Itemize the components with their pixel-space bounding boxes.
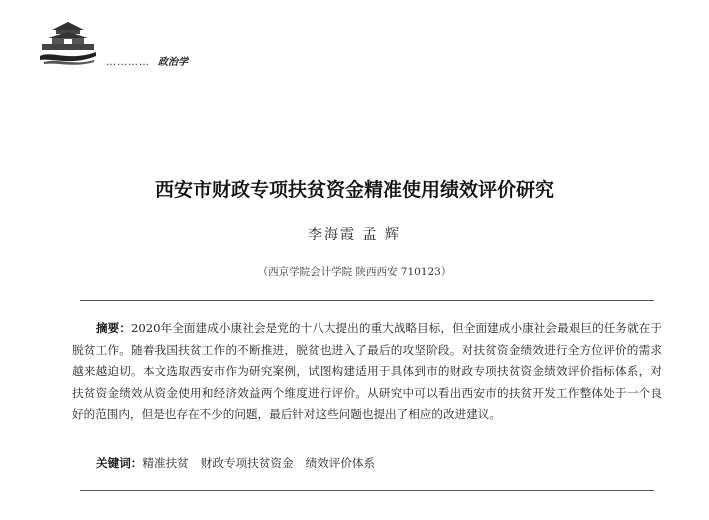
abstract-label: 摘要：: [96, 321, 131, 335]
abstract-text: 2020年全面建成小康社会是党的十八大提出的重大战略目标，但全面建成小康社会最艰巨的任务就在于脱贫工作。随着我国扶贫工作的不断推进，脱贫也进入了最后的攻坚阶段。对扶贫资金绩效进行全方位评价的需求越来越迫切。本文选取西安市作为研究案例，试图构建适用于具体到市的财政专项扶贫资金绩效评价指标体系，对扶贫资金绩效从资金使用和经济效益两个维度进行评价。从研究中可以看出西安市的扶贫开发工作整体处于一个良好的范围内，但是也存在不少的问题，最后针对这些问题也提出了相应的改进建议。: [72, 321, 662, 421]
article-title: 西安市财政专项扶贫资金精准使用绩效评价研究: [154, 179, 554, 201]
abstract-paragraph: [72, 318, 662, 426]
abstract-bottom-rule: [80, 490, 654, 491]
keywords-label: 关键词：: [96, 456, 143, 470]
article-affiliation: （西京学院会计学院 陕西西安 710123）: [257, 266, 452, 278]
journal-header: [106, 53, 188, 68]
header-dots: …………: [106, 57, 150, 68]
section-label: 政治学: [158, 57, 188, 68]
city-gate-logo-icon: [38, 18, 98, 66]
article-authors: 李海霞 孟 辉: [308, 227, 401, 243]
keyword-item: 绩效评价体系: [305, 456, 376, 470]
keywords-line: [96, 455, 387, 471]
keyword-item: 财政专项扶贫资金: [200, 456, 294, 470]
keyword-item: 精准扶贫: [142, 456, 189, 470]
abstract-top-rule: [80, 300, 654, 301]
